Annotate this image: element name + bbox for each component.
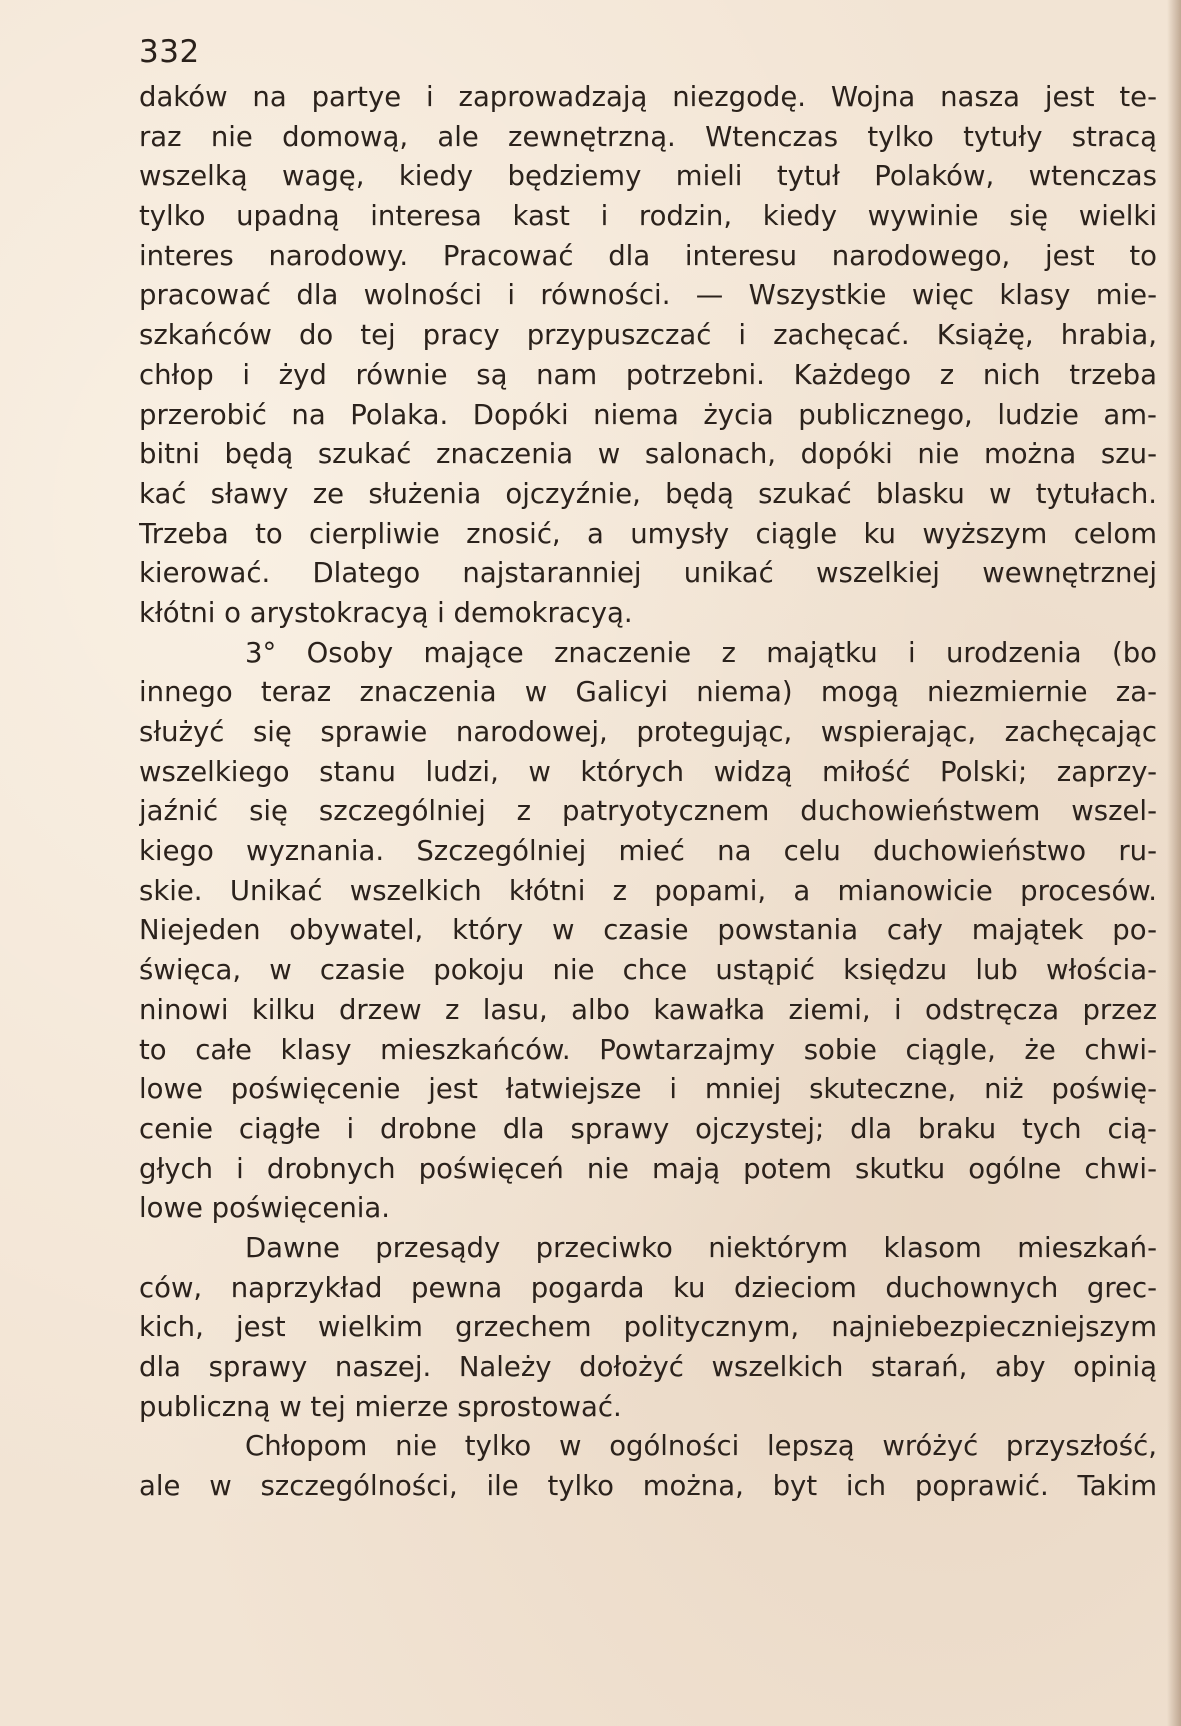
paragraph-start-line: 3° Osoby mające znaczenie z majątku i urodzenia (bo xyxy=(245,636,1157,669)
text-line: kiego wyznania. Szczególniej mieć na celu duchowieństwo ru- xyxy=(139,835,1157,868)
text-line: chłop i żyd równie są nam potrzebni. Każdego z nich trzeba xyxy=(139,358,1157,391)
text-line: głych i drobnych poświęceń nie mają potem skutku ogólne chwi- xyxy=(139,1152,1157,1185)
text-line: lowe poświęcenie jest łatwiejsze i mniej skuteczne, niż poświę- xyxy=(139,1073,1157,1106)
page-edge-shadow xyxy=(1167,0,1181,1726)
text-line: skie. Unikać wszelkich kłótni z popami, a mianowicie procesów. xyxy=(139,874,1157,907)
text-line: wszelką wagę, kiedy będziemy mieli tytuł Polaków, wtenczas xyxy=(139,160,1157,193)
text-line: publiczną w tej mierze sprostować. xyxy=(139,1390,622,1423)
text-line: szkańców do tej pracy przypuszczać i zachęcać. Książę, hrabia, xyxy=(139,319,1157,352)
text-line: kich, jest wielkim grzechem politycznym, najniebezpieczniejszym xyxy=(139,1311,1157,1344)
paragraph-start-line: Chłopom nie tylko w ogólności lepszą wróżyć przyszłość, xyxy=(245,1430,1157,1463)
text-line: lowe poświęcenia. xyxy=(139,1192,390,1225)
text-line: święca, w czasie pokoju nie chce ustąpić księdzu lub włościa- xyxy=(139,954,1157,987)
text-line: Trzeba to cierpliwie znosić, a umysły ciągle ku wyższym celom xyxy=(139,517,1157,550)
text-line: wszelkiego stanu ludzi, w których widzą miłość Polski; zaprzy- xyxy=(139,755,1157,788)
text-line: raz nie domową, ale zewnętrzną. Wtenczas tylko tytuły stracą xyxy=(139,120,1157,153)
text-line: cenie ciągłe i drobne dla sprawy ojczystej; dla braku tych cią- xyxy=(139,1112,1157,1145)
text-line: innego teraz znaczenia w Galicyi niema) mogą niezmiernie za- xyxy=(139,676,1157,709)
text-line: bitni będą szukać znaczenia w salonach, dopóki nie można szu- xyxy=(139,438,1157,471)
text-line: daków na partye i zaprowadzają niezgodę. Wojna nasza jest te- xyxy=(139,81,1157,113)
text-line: dla sprawy naszej. Należy dołożyć wszelkich starań, aby opinią xyxy=(139,1351,1157,1383)
text-line: to całe klasy mieszkańców. Powtarzajmy sobie ciągle, że chwi- xyxy=(139,1033,1157,1066)
text-line: przerobić na Polaka. Dopóki niema życia publicznego, ludzie am- xyxy=(139,398,1157,431)
text-line: ninowi kilku drzew z lasu, albo kawałka ziemi, i odstręcza przez xyxy=(139,993,1157,1026)
paragraph-start-line: Dawne przesądy przeciwko niektórym klasom mieszkań- xyxy=(245,1231,1157,1264)
text-line: służyć się sprawie narodowej, protegując, wspierając, zachęcając xyxy=(139,716,1157,748)
text-line: pracować dla wolności i równości. — Wszystkie więc klasy mie- xyxy=(139,279,1157,312)
text-line: Niejeden obywatel, który w czasie powstania cały majątek po- xyxy=(139,914,1157,947)
text-line: ale w szczególności, ile tylko można, byt ich poprawić. Takim xyxy=(139,1470,1157,1503)
text-line: jaźnić się szczególniej z patryotycznem duchowieństwem wszel- xyxy=(139,795,1157,828)
text-line: ców, naprzykład pewna pogarda ku dzieciom duchownych grec- xyxy=(139,1271,1157,1304)
body-text xyxy=(139,78,1157,1507)
text-line: kać sławy ze służenia ojczyźnie, będą szukać blasku w tytułach. xyxy=(139,477,1157,510)
text-line: interes narodowy. Pracować dla interesu narodowego, jest to xyxy=(139,239,1157,272)
text-line: kierować. Dlatego najstaranniej unikać wszelkiej wewnętrznej xyxy=(139,557,1157,590)
page-number: 332 xyxy=(139,34,200,70)
text-line: tylko upadną interesa kast i rodzin, kiedy wywinie się wielki xyxy=(139,200,1157,233)
text-line: kłótni o arystokracyą i demokracyą. xyxy=(139,596,633,629)
